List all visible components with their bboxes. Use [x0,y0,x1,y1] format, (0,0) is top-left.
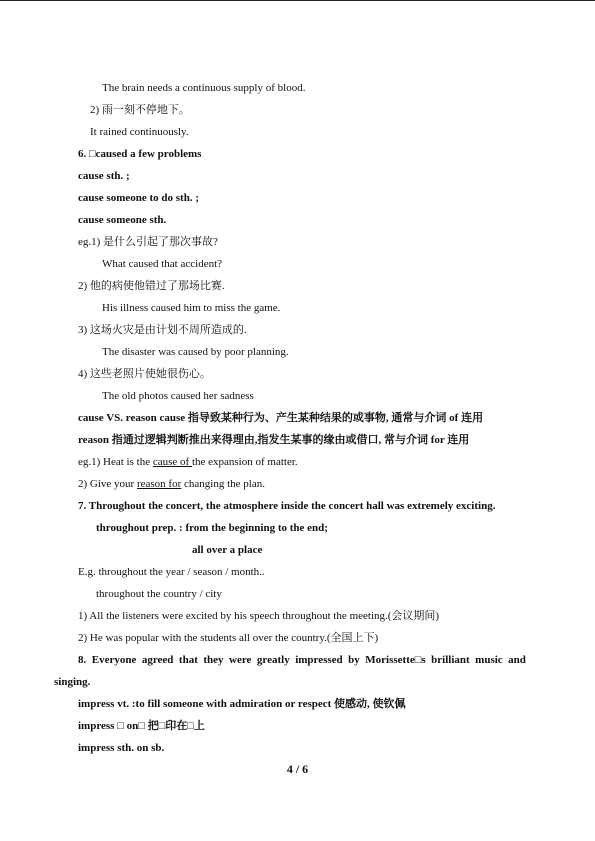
text-line: impress sth. on sb. [78,742,165,754]
text-line: impress vt. :to fill someone with admiration or respect 使感动, 使钦佩 [78,698,406,710]
text-line: 2) He was popular with the students all over the country.(全国上下) [78,632,379,644]
text-line: all over a place [192,544,263,556]
text-span: 2) Give your [78,478,137,490]
text-line: What caused that accident? [102,258,223,270]
section-heading: 8. Everyone agreed that they were greatly impressed by Morissette□s brilliant music and [78,654,526,666]
underlined-phrase: reason for [136,478,182,490]
text-line: 2) 他的病使他错过了那场比赛. [78,280,225,292]
text-line [78,455,298,469]
text-line: cause VS. reason cause 指导致某种行为、产生某种结果的或事物, 通常与介词 of 连用 [78,412,484,424]
text-line: cause sth. ; [78,170,130,182]
text-line: cause someone sth. [78,214,167,226]
text-line: cause someone to do sth. ; [78,192,199,204]
text-line: The brain needs a continuous supply of blood. [102,82,306,94]
text-line: The old photos caused her sadness [102,390,254,402]
section-heading: 6. □caused a few problems [78,148,202,160]
text-line: E.g. throughout the year / season / month.. [78,566,265,578]
page-top-rule [0,0,595,1]
text-line: 1) All the listeners were excited by his speech throughout the meeting.(会议期间) [78,610,440,622]
text-span: the expansion of matter. [191,456,298,468]
text-line: throughout the country / city [96,588,222,600]
text-line: impress □ on□ 把□印在□上 [78,720,205,732]
text-line: 2) 雨一刻不停地下。 [90,104,190,116]
text-line: His illness caused him to miss the game. [102,302,281,314]
text-span: changing the plan. [181,478,265,490]
text-line: eg.1) 是什么引起了那次事故? [78,236,218,248]
text-line: throughout prep. : from the beginning to the end; [96,522,328,534]
section-heading: 7. Throughout the concert, the atmosphere inside the concert hall was extremely exciting. [78,500,496,512]
text-line: 4) 这些老照片使她很伤心。 [78,368,211,380]
text-line: 3) 这场火灾是由计划不周所造成的. [78,324,247,336]
text-line: singing. [54,676,91,688]
text-line: It rained continuously. [90,126,189,138]
text-line: reason 指通过逻辑判断推出来得理由,指发生某事的缘由或借口, 常与介词 for 连用 [78,434,470,446]
underlined-phrase: cause of [152,456,192,468]
text-line [78,477,265,491]
text-line: The disaster was caused by poor planning. [102,346,289,358]
text-span: eg.1) Heat is the [78,456,153,468]
page-number: 4 / 6 [286,762,309,776]
